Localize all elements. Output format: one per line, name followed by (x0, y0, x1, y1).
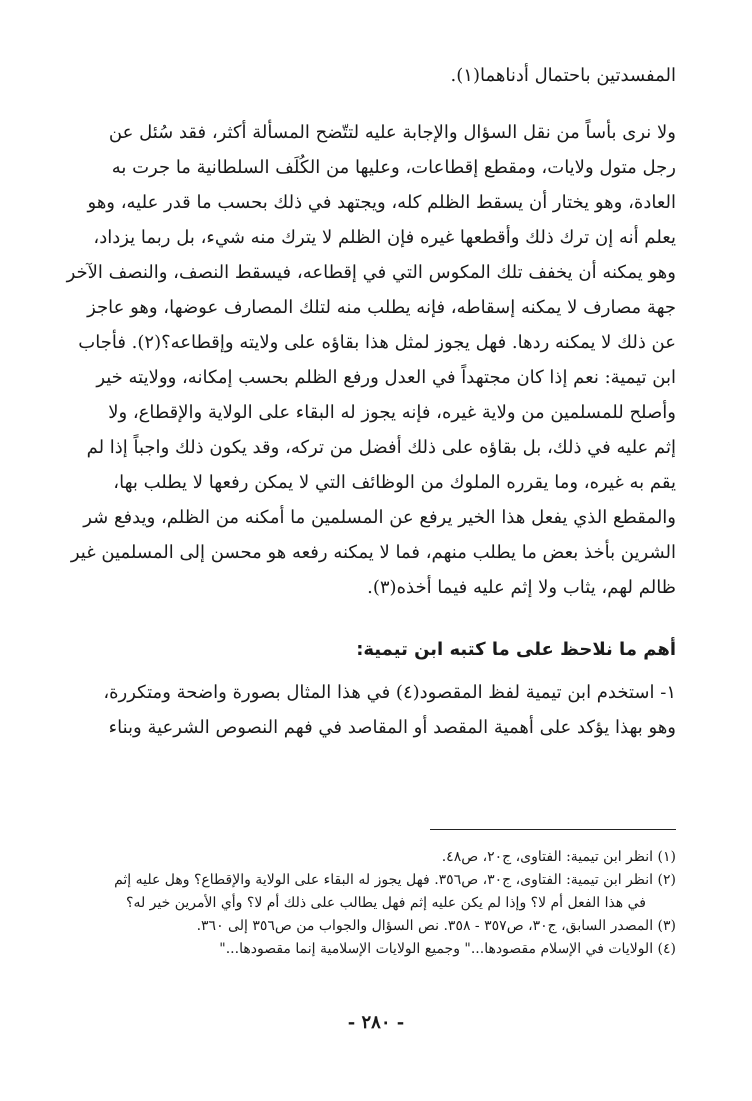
footnote-3: (٣) المصدر السابق، ج٣٠، ص٣٥٧ - ٣٥٨. نص السؤال والجواب من ص٣٥٦ إلى ٣٦٠. (196, 918, 676, 934)
section-heading: أهم ما نلاحظ على ما كتبه ابن تيمية: (356, 639, 676, 660)
paragraph-2-line-3: العادة، وهو يختار أن يسقط الظلم كله، ويجتهد في ذلك بحسب ما قدر عليه، وهو (87, 192, 676, 213)
footnote-2-continuation: في هذا الفعل أم لا؟ وإذا لم يكن عليه إثم فهل يطالب على ذلك أم لا؟ وأي الأمرين خير له؟ (126, 895, 646, 911)
paragraph-2-line-10: إثم عليه في ذلك، بل بقاؤه على ذلك أفضل من تركه، وقد يكون ذلك واجباً إذا لم (86, 437, 676, 458)
paragraph-2-line-8: ابن تيمية: نعم إذا كان مجتهداً في العدل ورفع الظلم بحسب إمكانه، وولايته خير (96, 367, 676, 388)
paragraph-2-line-7: عن ذلك لا يمكنه ردها. فهل يجوز لمثل هذا بقاؤه على ولايته وإقطاعه؟(٢). فأجاب (78, 332, 676, 353)
paragraph-2-line-12: والمقطع الذي يفعل هذا الخير يرفع عن المسلمين ما أمكنه من الظلم، ويدفع شر (83, 507, 676, 528)
page-number: - ٢٨٠ - (347, 1012, 405, 1033)
paragraph-3-line-2: وهو بهذا يؤكد على أهمية المقصد أو المقاصد في فهم النصوص الشرعية وبناء (108, 717, 676, 738)
paragraph-1-line: المفسدتين باحتمال أدناهما(١). (450, 65, 676, 86)
paragraph-2-line-11: يقم به غيره، وما يقرره الملوك من الوظائف التي لا يمكن رفعها لا يطلب بها، (113, 472, 676, 493)
footnote-1: (١) انظر ابن تيمية: الفتاوى، ج٢٠، ص٤٨. (441, 849, 676, 865)
footnote-separator (430, 829, 676, 830)
footnotes (48, 846, 676, 961)
paragraph-2-line-9: وأصلح للمسلمين من ولاية غيره، فإنه يجوز له البقاء على الولاية والإقطاع، ولا (108, 402, 676, 423)
paragraph-2 (48, 115, 676, 605)
paragraph-2-line-2: رجل متول ولايات، ومقطع إقطاعات، وعليها من الكُلَف السلطانية ما جرت به (111, 157, 676, 178)
paragraph-2-line-13: الشرين بأخذ بعض ما يطلب منهم، فما لا يمكنه رفعه هو محسن إلى المسلمين غير (70, 542, 676, 563)
footnote-4: (٤) الولايات في الإسلام مقصودها..." وجميع الولايات الإسلامية إنما مقصودها..." (219, 941, 676, 957)
paragraph-2-line-1: ولا نرى بأساً من نقل السؤال والإجابة عليه لتتّضح المسألة أكثر، فقد سُئل عن (108, 122, 676, 143)
paragraph-2-line-6: جهة مصارف لا يمكنه إسقاطه، فإنه يطلب منه لتلك المصارف عوضها، وهو عاجز (87, 297, 676, 318)
paragraph-2-line-14: ظالم لهم، يثاب ولا إثم عليه فيما أخذه(٣). (367, 577, 676, 598)
paragraph-2-line-5: وهو يمكنه أن يخفف تلك المكوس التي في إقطاعه، فيسقط النصف، والنصف الآخر (66, 262, 676, 283)
paragraph-3 (48, 675, 676, 745)
document-body (48, 58, 676, 745)
paragraph-3-line-1: ١- استخدم ابن تيمية لفظ المقصود(٤) في هذا المثال بصورة واضحة ومتكررة، (103, 682, 676, 703)
footnote-2: (٢) انظر ابن تيمية: الفتاوى، ج٣٠، ص٣٥٦. فهل يجوز له البقاء على الولاية والإقطاع؟ وهل عليه إثم (114, 872, 676, 888)
paragraph-2-line-4: يعلم أنه إن ترك ذلك وأقطعها غيره فإن الظلم لا يترك منه شيء، بل ربما يزداد، (93, 227, 676, 248)
